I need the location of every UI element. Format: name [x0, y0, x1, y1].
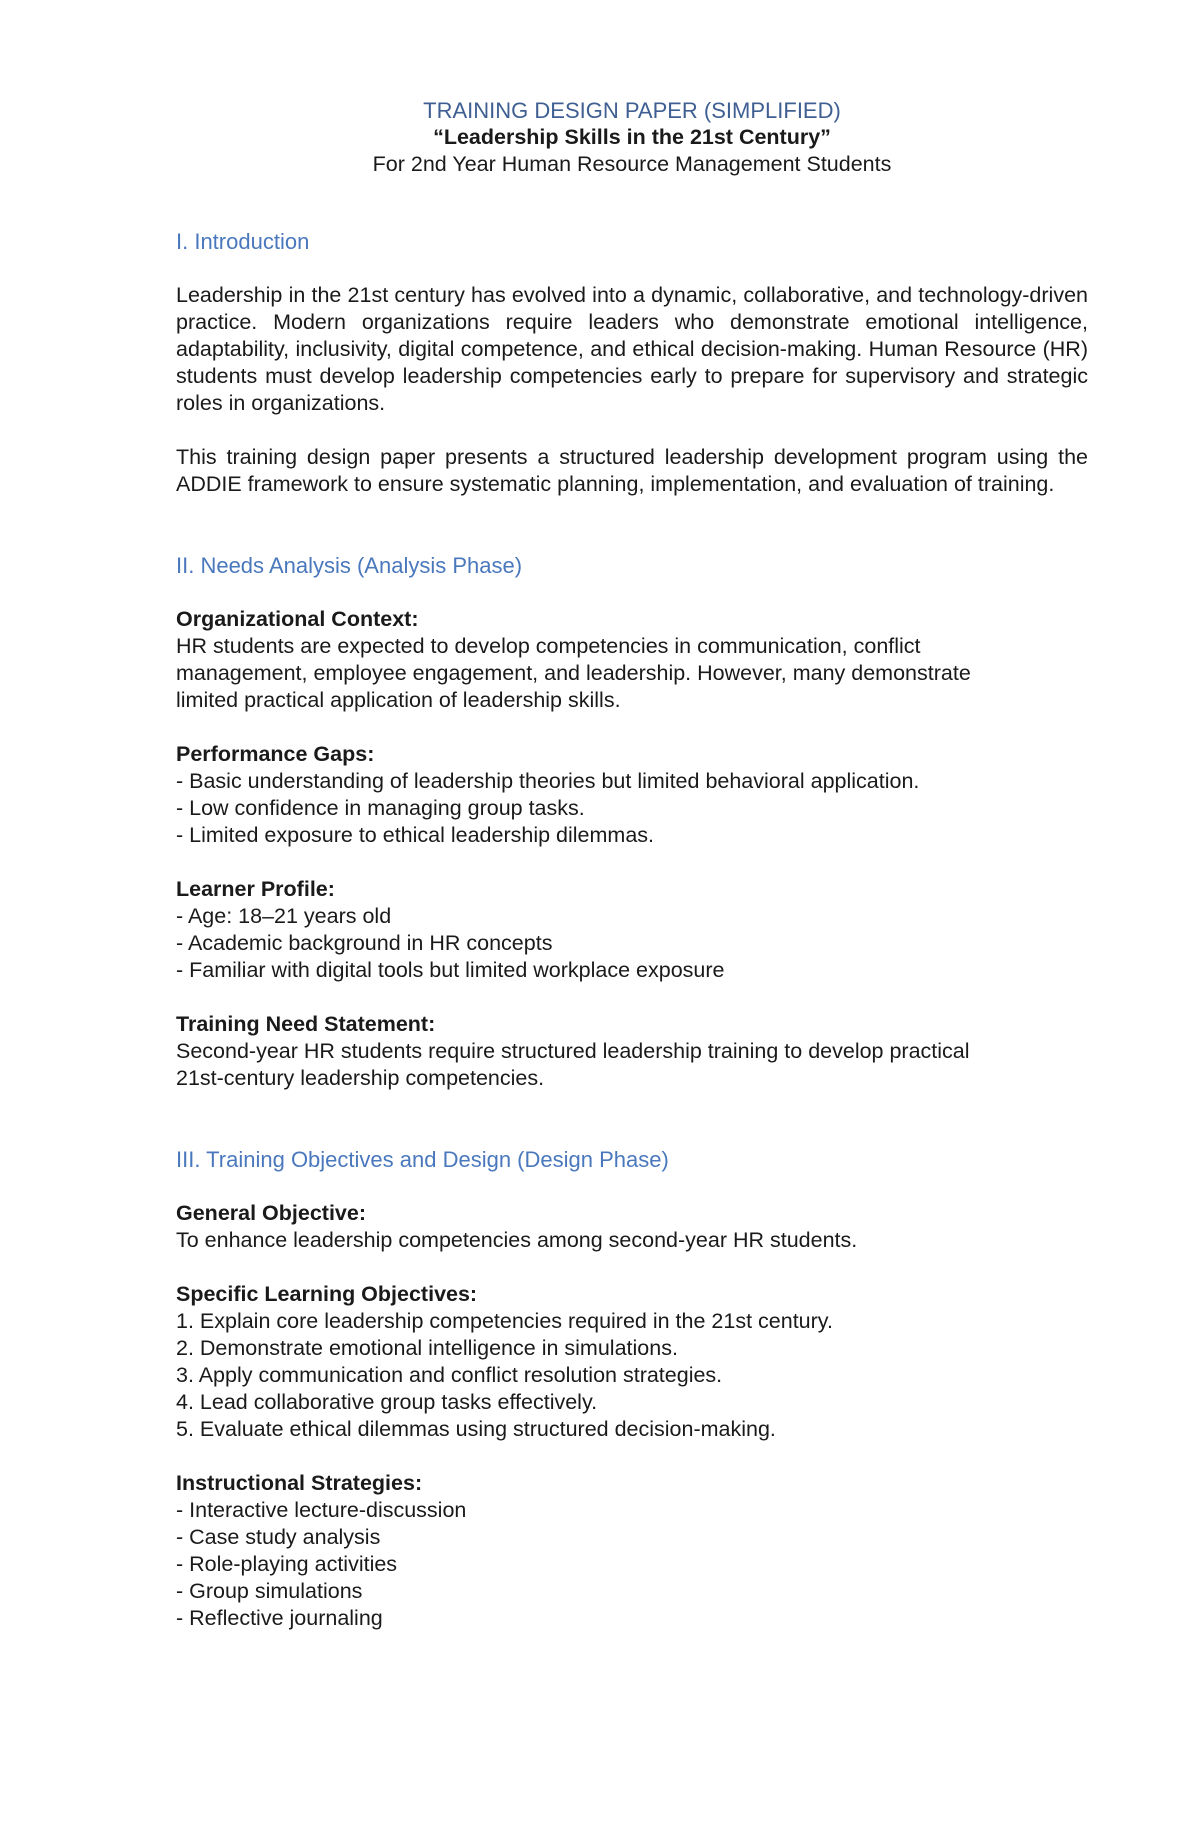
section-heading-needs-analysis: II. Needs Analysis (Analysis Phase) — [176, 553, 523, 578]
specific-objective-item: 3. Apply communication and conflict resolution strategies. — [176, 1363, 723, 1387]
instructional-strategy-item: - Case study analysis — [176, 1525, 381, 1549]
performance-gap-item: - Limited exposure to ethical leadership dilemmas. — [176, 823, 655, 847]
general-objective-block — [176, 1200, 1088, 1254]
need-statement-line: 21st-century leadership competencies. — [176, 1066, 545, 1090]
specific-objective-item: 5. Evaluate ethical dilemmas using structured decision-making. — [176, 1417, 776, 1441]
learner-profile-item: - Age: 18–21 years old — [176, 904, 392, 928]
section-design — [176, 1146, 1088, 1632]
org-context-line: limited practical application of leadership skills. — [176, 688, 621, 712]
specific-objective-item: 1. Explain core leadership competencies required in the 21st century. — [176, 1309, 833, 1333]
need-statement-label: Training Need Statement: — [176, 1012, 436, 1036]
document-subtitle: “Leadership Skills in the 21st Century” — [433, 125, 831, 149]
document-content — [176, 97, 1088, 1632]
specific-objectives-label: Specific Learning Objectives: — [176, 1282, 478, 1306]
instructional-strategy-item: - Interactive lecture-discussion — [176, 1498, 467, 1522]
instructional-strategies-label: Instructional Strategies: — [176, 1471, 423, 1495]
document-header — [176, 97, 1088, 178]
specific-objectives-block — [176, 1281, 1088, 1443]
intro-paragraph-2: This training design paper presents a structured leadership development program using the ADDIE framework to ensure systematic planning, implementation, and evaluation of training. — [176, 445, 1088, 496]
intro-paragraph-1: Leadership in the 21st century has evolved into a dynamic, collaborative, and technology-driven practice. Modern organizations require leaders who demonstrate emotional intelligence, adaptability, inclusivity, digital competence, and ethical decision-making. Human Resource (HR) students must develop leadership competencies early to prepare for supervisory and strategic roles in organizations. — [176, 283, 1088, 415]
document-title: TRAINING DESIGN PAPER (SIMPLIFIED) — [423, 98, 841, 123]
learner-profile-label: Learner Profile: — [176, 877, 335, 901]
org-context-block — [176, 606, 1088, 714]
performance-gap-item: - Basic understanding of leadership theories but limited behavioral application. — [176, 769, 920, 793]
general-objective-label: General Objective: — [176, 1201, 366, 1225]
section-heading-introduction: I. Introduction — [176, 229, 310, 254]
specific-objective-item: 2. Demonstrate emotional intelligence in simulations. — [176, 1336, 678, 1360]
org-context-line: management, employee engagement, and leadership. However, many demonstrate — [176, 661, 971, 685]
learner-profile-item: - Academic background in HR concepts — [176, 931, 553, 955]
need-statement-line: Second-year HR students require structured leadership training to develop practical — [176, 1039, 970, 1063]
specific-objective-item: 4. Lead collaborative group tasks effectively. — [176, 1390, 598, 1414]
performance-gaps-label: Performance Gaps: — [176, 742, 375, 766]
section-introduction — [176, 228, 1088, 498]
performance-gaps-block — [176, 741, 1088, 849]
learner-profile-item: - Familiar with digital tools but limited workplace exposure — [176, 958, 725, 982]
instructional-strategy-item: - Group simulations — [176, 1579, 363, 1603]
org-context-label: Organizational Context: — [176, 607, 419, 631]
general-objective-line: To enhance leadership competencies among second-year HR students. — [176, 1228, 858, 1252]
section-needs-analysis — [176, 552, 1088, 1092]
instructional-strategy-item: - Reflective journaling — [176, 1606, 383, 1630]
need-statement-block — [176, 1011, 1088, 1092]
instructional-strategies-block — [176, 1470, 1088, 1632]
document-audience: For 2nd Year Human Resource Management Students — [372, 152, 892, 176]
section-heading-design: III. Training Objectives and Design (Design Phase) — [176, 1147, 669, 1172]
performance-gap-item: - Low confidence in managing group tasks. — [176, 796, 585, 820]
org-context-line: HR students are expected to develop competencies in communication, conflict — [176, 634, 921, 658]
learner-profile-block — [176, 876, 1088, 984]
instructional-strategy-item: - Role-playing activities — [176, 1552, 398, 1576]
